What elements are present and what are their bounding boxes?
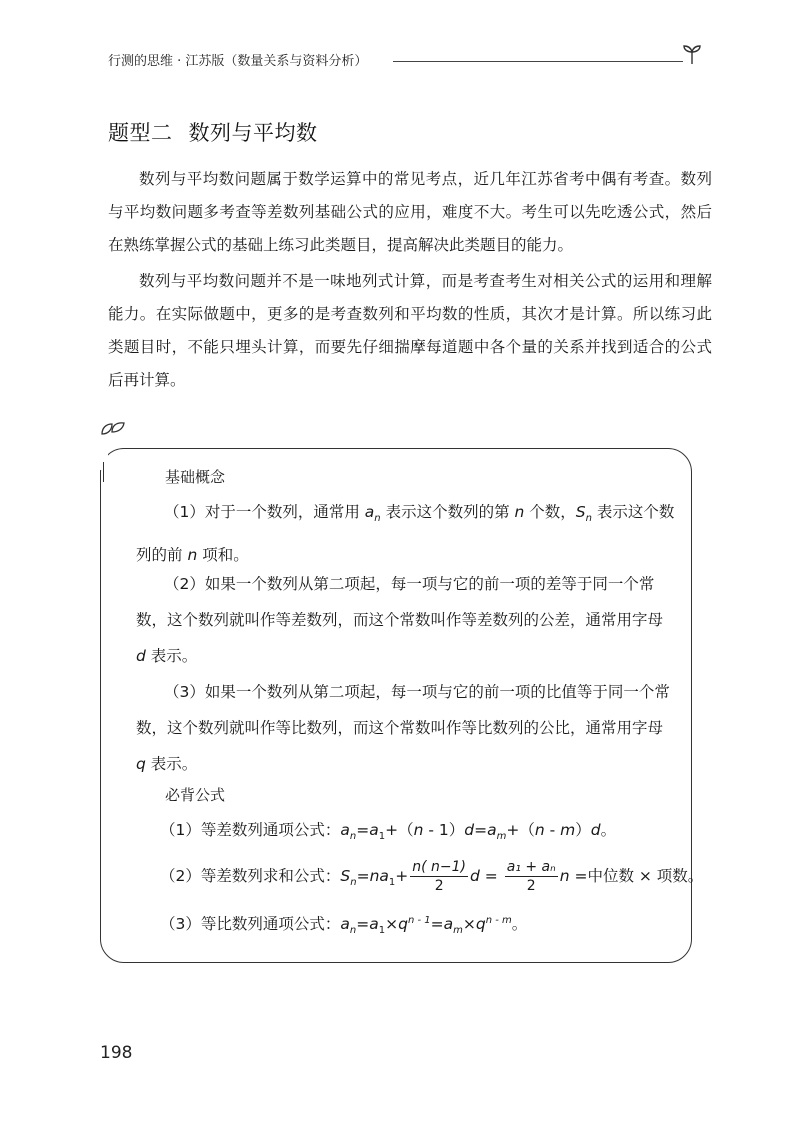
header-rule — [393, 61, 683, 62]
intro-paragraph-2: 数列与平均数问题并不是一味地列式计算，而是考查考生对相关公式的运用和理解能力。在实际做题中，更多的是考查数列和平均数的性质，其次才是计算。所以练习此类题目时，不能只埋头计算，而要先仔细揣摩每道题中各个量的关系并找到适合的公式后再计算。 — [108, 272, 712, 389]
section-heading: 数列与平均数 — [188, 121, 318, 145]
concept-1: （1）对于一个数列，通常用 $a_n$ 表示这个数列的第 n 个数，$S_n$ 表示这个数列的前 n 项和。 — [136, 503, 675, 565]
page-number: 198 — [100, 1043, 133, 1063]
fraction: $\frac{n( n-1)}{2}$ — [412, 859, 467, 894]
concept-3: （3）如果一个数列从第二项起，每一项与它的前一项的比值等于同一个常数，这个数列就叫作等比数列，而这个常数叫作等比数列的公比，通常用字母 q 表示。 — [136, 683, 670, 773]
section-label: 题型二 — [108, 121, 173, 145]
formula-3: （3）等比数列通项公式：$a_n=a_1\times q^{n - 1}=a_m\times q^{n - m}$。 — [160, 914, 528, 937]
formulas-heading: 必背公式 — [165, 786, 226, 804]
intro-paragraph-1: 数列与平均数问题属于数学运算中的常见考点，近几年江苏省考中偶有考查。数列与平均数问题多考查等差数列基础公式的应用，难度不大。考生可以先吃透公式，然后在熟练掌握公式的基础上练习此类题目，提高解决此类题目的能力。 — [108, 170, 712, 254]
sprout-icon — [680, 42, 704, 66]
running-header: 行测的思维 · 江苏版（数量关系与资料分析） — [108, 54, 368, 69]
formula-1: （1）等差数列通项公式：$a_n=a_1+(n - 1)d=a_m+(n - m)d$。 — [160, 821, 617, 843]
box-marker — [103, 462, 104, 482]
section-title — [108, 117, 318, 147]
sprout-icon — [100, 420, 128, 438]
concepts-heading: 基础概念 — [165, 468, 226, 486]
formula-2: （2）等差数列求和公式：$S_n=na_1+$ $\frac{n( n-1)}{2}$ d = $\frac{\text{a₁ + aₙ}}{2}$ n =中位数 × 项数。 — [160, 859, 704, 894]
concept-2: （2）如果一个数列从第二项起，每一项与它的前一项的差等于同一个常数，这个数列就叫作等差数列，而这个常数叫作等差数列的公差，通常用字母 d 表示。 — [136, 575, 664, 665]
fraction: $\frac{\text{a₁ + aₙ}}{2}$ — [506, 859, 556, 894]
